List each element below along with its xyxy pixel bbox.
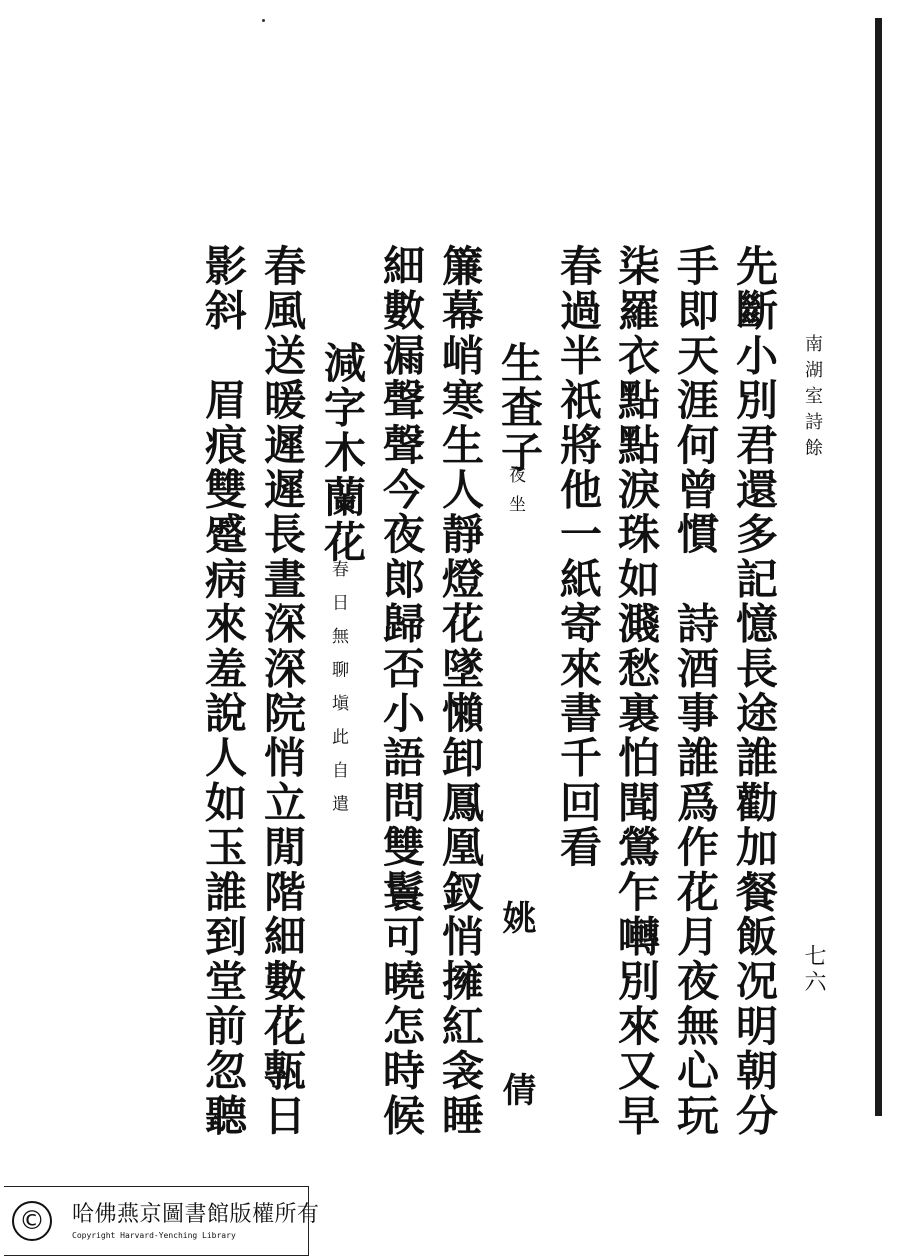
speck: [262, 19, 265, 22]
text-column-1: 先斷小別君還多記憶長途誰勸加餐飯况明朝分: [730, 244, 779, 1138]
text-column-6: 細數漏聲聲今夜郎歸否小語問雙鬟可曉怎時候: [377, 244, 426, 1138]
poem-title-mulanhua: 減字木蘭花: [318, 341, 367, 565]
text-column-2: 手即天涯何曾慣 詩酒事誰爲作花月夜無心玩: [671, 244, 720, 1138]
text-column-5: 簾幕峭寒生人靜燈花墜懶卸鳳凰釵悄擁紅衾睡: [436, 244, 485, 1138]
poet-name: 姚 倩: [496, 900, 536, 1158]
poem-subtitle-mulanhua: 春日無聊塡此自遣: [328, 560, 348, 828]
copyright-stamp: [4, 1186, 320, 1256]
page-edge-rule: [875, 18, 882, 1116]
running-head: 南湖室詩餘: [802, 334, 823, 464]
copyright-icon: ©: [12, 1201, 52, 1241]
page-number: 七六: [801, 944, 826, 996]
text-column-3: 柒羅衣點點淚珠如濺愁裏怕聞鶯乍囀別來又早: [612, 244, 661, 1138]
text-column-8: 影斜 眉痕雙蹙病來羞說人如玉誰到堂前忽聽: [199, 244, 248, 1138]
poem-subtitle-shengchazi: 夜坐: [505, 466, 525, 524]
text-column-7: 春風送暖遲遲長晝深深院悄立閒階細數花甎日: [258, 244, 307, 1138]
copyright-english: Copyright Harvard-Yenching Library: [72, 1231, 236, 1240]
poem-title-shengchazi: 生査子: [495, 341, 544, 476]
copyright-chinese: 哈佛燕京圖書館版權所有: [72, 1202, 320, 1227]
text-column-4: 春過半祇將他一紙寄來書千回看: [554, 244, 603, 870]
